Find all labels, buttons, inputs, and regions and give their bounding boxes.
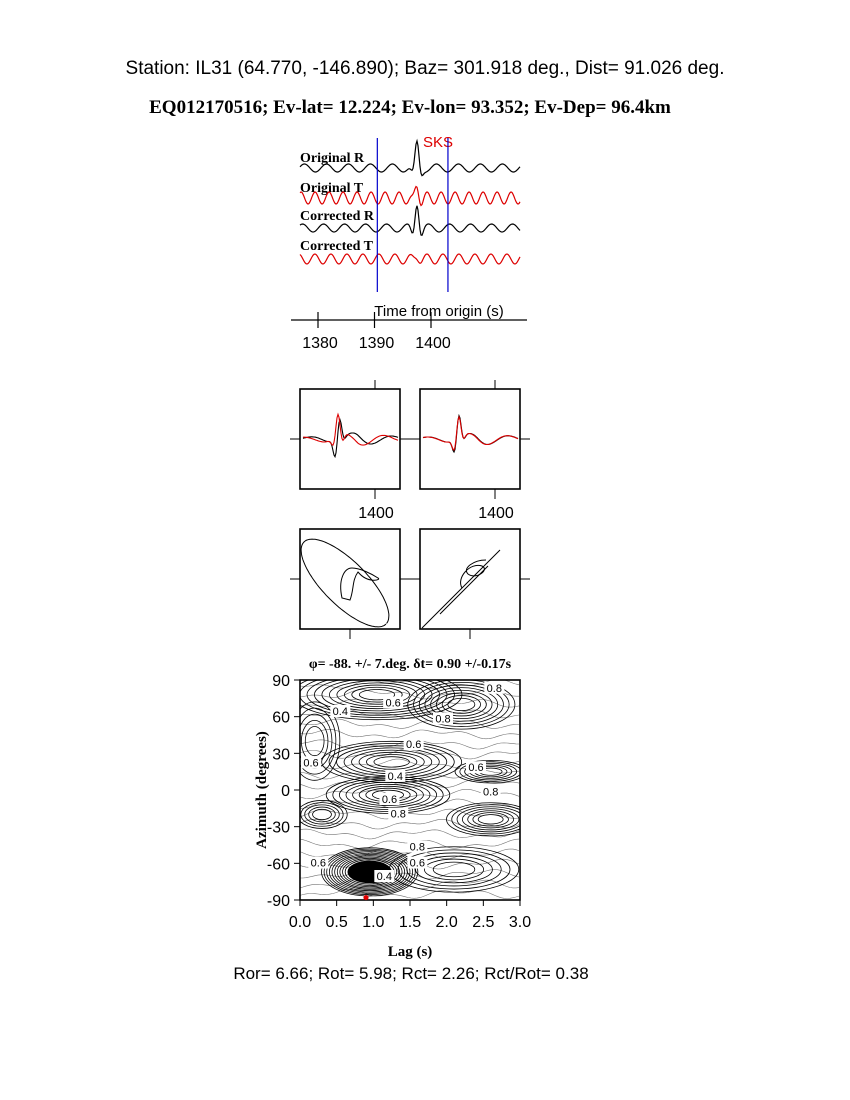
contour-line [300, 729, 519, 739]
time-axis-label: Time from origin (s) [374, 303, 504, 320]
contour-ring [389, 847, 519, 892]
energy-contour-panel [254, 657, 535, 960]
particle-motion-panels [290, 529, 530, 639]
time-tick-label: 1380 [302, 335, 338, 352]
windowed-waveform-panels [290, 380, 530, 522]
contour-label: 0.8 [486, 682, 502, 695]
contour-label: 0.4 [332, 706, 348, 718]
waveform-tick-corrected: 1400 [478, 505, 514, 522]
contour-ring [433, 862, 475, 877]
trace-label-corrected-t: Corrected T [300, 239, 373, 254]
trace-label-original-r: Original R [300, 151, 365, 166]
particle-loop [341, 568, 379, 600]
lag-tick-label: 2.0 [435, 914, 458, 931]
contour-label: 0.6 [381, 794, 398, 806]
contour-line [300, 889, 519, 898]
contour-ring [337, 683, 417, 710]
phase-label: SKS [422, 134, 454, 151]
azimuth-axis-label: Azimuth (degrees) [254, 731, 270, 849]
contour-label: 0.6 [468, 762, 484, 775]
waveform-slow-corrected [423, 417, 518, 450]
contour-ring [301, 803, 343, 827]
lag-tick-label: 2.5 [472, 914, 495, 931]
trace-corrected-t [300, 254, 520, 264]
particle-motion-original [290, 529, 410, 639]
lag-tick-label: 0.5 [325, 914, 348, 931]
contour-ring [305, 805, 340, 824]
contour-ring [446, 803, 534, 836]
contour-ring [478, 815, 503, 824]
contour-label: 0.6 [406, 739, 422, 751]
contour-label: 0.8 [390, 808, 406, 821]
azimuth-tick-label: 60 [272, 709, 290, 727]
particle-motion-corrected [410, 529, 530, 639]
contour-label: 0.6 [385, 697, 401, 710]
particle-loop-corrected [461, 560, 486, 588]
time-tick-label: 1400 [415, 335, 451, 352]
contour-label: 0.8 [483, 786, 499, 799]
contour-label: 0.8 [435, 713, 451, 726]
contour-ring [448, 698, 475, 710]
particle-ellipse [301, 539, 389, 627]
waveform-slow [303, 414, 398, 445]
waveform-tick-original: 1400 [358, 505, 394, 522]
trace-label-original-t: Original T [300, 181, 364, 196]
lag-axis-label: Lag (s) [387, 944, 433, 960]
contour-label: 0.6 [310, 857, 326, 870]
contour-label: 0.8 [409, 841, 425, 854]
lag-tick-label: 1.0 [362, 914, 385, 931]
lag-tick-label: 3.0 [508, 914, 532, 931]
seismogram-panel [291, 134, 527, 352]
waveform-box-original [290, 380, 410, 522]
station-info: Station: IL31 (64.770, -146.890); Baz= 301.918 deg., Dist= 91.026 deg. [125, 58, 725, 79]
trace-label-corrected-r: Corrected R [300, 209, 374, 224]
contour-label: 0.4 [376, 871, 392, 883]
lag-tick-label: 1.5 [398, 914, 422, 931]
azimuth-tick-label: 0 [281, 783, 290, 800]
analysis-window-lines [377, 138, 448, 292]
contour-ring [374, 757, 409, 767]
azimuth-tick-label: -60 [266, 856, 290, 874]
energy-ratios: Ror= 6.66; Rot= 5.98; Rct= 2.26; Rct/Rot= 0.38 [233, 964, 589, 983]
time-axis [291, 303, 527, 352]
azimuth-tick-label: 90 [272, 673, 290, 690]
azimuth-tick-label: 30 [272, 746, 290, 764]
azimuth-tick-label: -30 [266, 819, 290, 837]
contour-ring [292, 670, 462, 720]
azimuth-tick-label: -90 [266, 893, 290, 910]
lag-tick-label: 0.0 [288, 914, 312, 931]
contour-label: 0.4 [387, 770, 403, 783]
waveform-box-corrected [410, 380, 530, 522]
event-info: EQ012170516; Ev-lat= 12.224; Ev-lon= 93.352; Ev-Dep= 96.4km [149, 97, 671, 118]
best-fit-marker [363, 895, 368, 900]
time-tick-label: 1390 [358, 335, 395, 352]
contour-label: 0.6 [303, 757, 319, 770]
contour-label: 0.6 [409, 857, 425, 870]
particle-linear [422, 550, 500, 628]
splitting-result-title: φ= -88. +/- 7.deg. δt= 0.90 +/-0.17s [308, 657, 512, 672]
waveform-fast [303, 420, 398, 457]
